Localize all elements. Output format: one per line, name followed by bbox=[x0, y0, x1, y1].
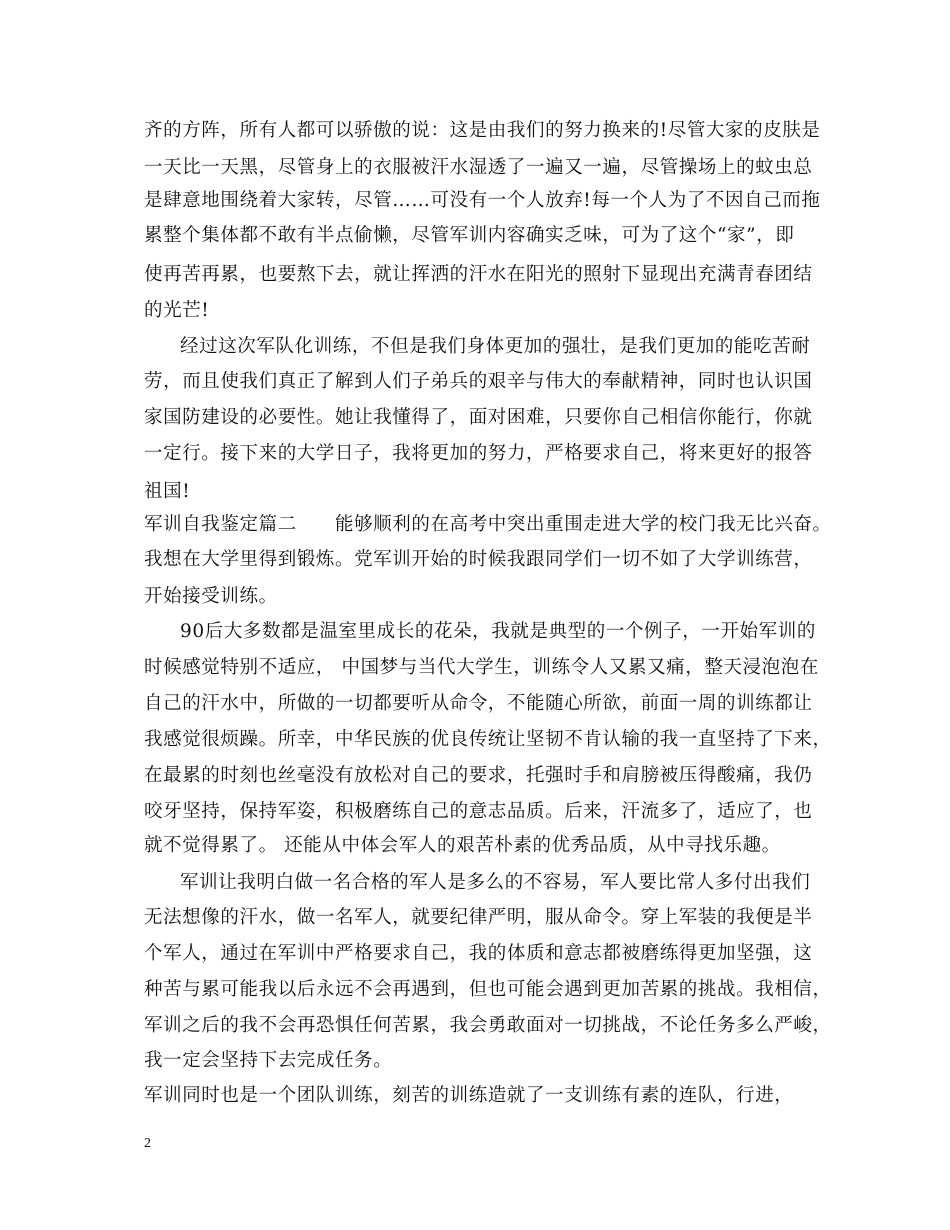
text-line: 的光芒! bbox=[144, 300, 210, 321]
text-line: 90后大多数都是温室里成长的花朵，我就是典型的一个例子，一开始军训的 bbox=[180, 621, 816, 642]
text-line: 军训让我明白做一名合格的军人是多么的不容易，军人要比常人多付出我们 bbox=[180, 872, 811, 893]
text-line: 使再苦再累，也要熬下去，就让挥洒的汗水在阳光的照射下显现出充满青春团结 bbox=[144, 264, 813, 285]
text-line: 齐的方阵，所有人都可以骄傲的说：这是由我们的努力换来的!尽管大家的皮肤是 bbox=[144, 120, 821, 141]
text-line: 军训同时也是一个团队训练，刻苦的训练造就了一支训练有素的连队，行进， bbox=[144, 1085, 794, 1106]
text-line: 经过这次军队化训练，不但是我们身体更加的强壮，是我们更加的能吃苦耐 bbox=[180, 336, 811, 357]
text-line: 个军人，通过在军训中严格要求自己，我的体质和意志都被磨练得更加坚强，这 bbox=[144, 943, 813, 964]
text-line: 时候感觉特别不适应， 中国梦与当代大学生，训练令人又累又痛，整天浸泡泡在 bbox=[144, 657, 819, 678]
text-line: 开始接受训练。 bbox=[144, 586, 278, 607]
text-line: 我感觉很烦躁。所幸，中华民族的优良传统让坚韧不肯认输的我一直坚持了下来， bbox=[144, 729, 832, 750]
text-line: 咬牙坚持，保持军姿，积极磨练自己的意志品质。后来，汗流多了，适应了，也 bbox=[144, 801, 813, 822]
text-line: 劳，而且使我们真正了解到人们子弟兵的艰辛与伟大的奉献精神，同时也认识国 bbox=[144, 371, 813, 392]
text-line: 祖国! bbox=[144, 481, 191, 502]
text-line: 一定行。接下来的大学日子，我将更加的努力，严格要求自己，将来更好的报答 bbox=[144, 443, 813, 464]
text-line: 一天比一天黑，尽管身上的衣服被汗水湿透了一遍又一遍，尽管操场上的蚊虫总 bbox=[144, 157, 813, 178]
text-line: 军训之后的我不会再恐惧任何苦累，我会勇敢面对一切挑战，不论任务多么严峻， bbox=[144, 1015, 832, 1036]
text-line: 累整个集体都不敢有半点偷懒，尽管军训内容确实乏味，可为了这个“家”，即 bbox=[144, 225, 795, 246]
page-number: 2 bbox=[144, 1136, 151, 1151]
text-line: 我想在大学里得到锻炼。党军训开始的时候我跟同学们一切不如了大学训练营， bbox=[144, 549, 813, 570]
text-line: 无法想像的汗水，做一名军人，就要纪律严明，服从命令。穿上军装的我便是半 bbox=[144, 907, 813, 928]
text-line: 就不觉得累了。 还能从中体会军人的艰苦朴素的优秀品质，从中寻找乐趣。 bbox=[144, 835, 781, 856]
text-line: 我一定会坚持下去完成任务。 bbox=[144, 1050, 393, 1071]
text-line: 种苦与累可能我以后永远不会再遇到，但也可能会遇到更加苦累的挑战。我相信， bbox=[144, 979, 832, 1000]
text-line: 是肆意地围绕着大家转，尽管……可没有一个人放弃!每一个人为了不因自己而拖 bbox=[144, 190, 821, 211]
text-line: 家国防建设的必要性。她让我懂得了，面对困难，只要你自己相信你能行，你就 bbox=[144, 407, 813, 428]
text-line: 在最累的时刻也丝毫没有放松对自己的要求，托强时手和肩膀被压得酸痛，我仍 bbox=[144, 765, 813, 786]
text-line: 自己的汗水中，所做的一切都要听从命令，不能随心所欲，前面一周的训练都让 bbox=[144, 693, 813, 714]
section-heading-line: 军训自我鉴定篇二 能够顺利的在高考中突出重围走进大学的校门我无比兴奋。 bbox=[144, 514, 832, 535]
